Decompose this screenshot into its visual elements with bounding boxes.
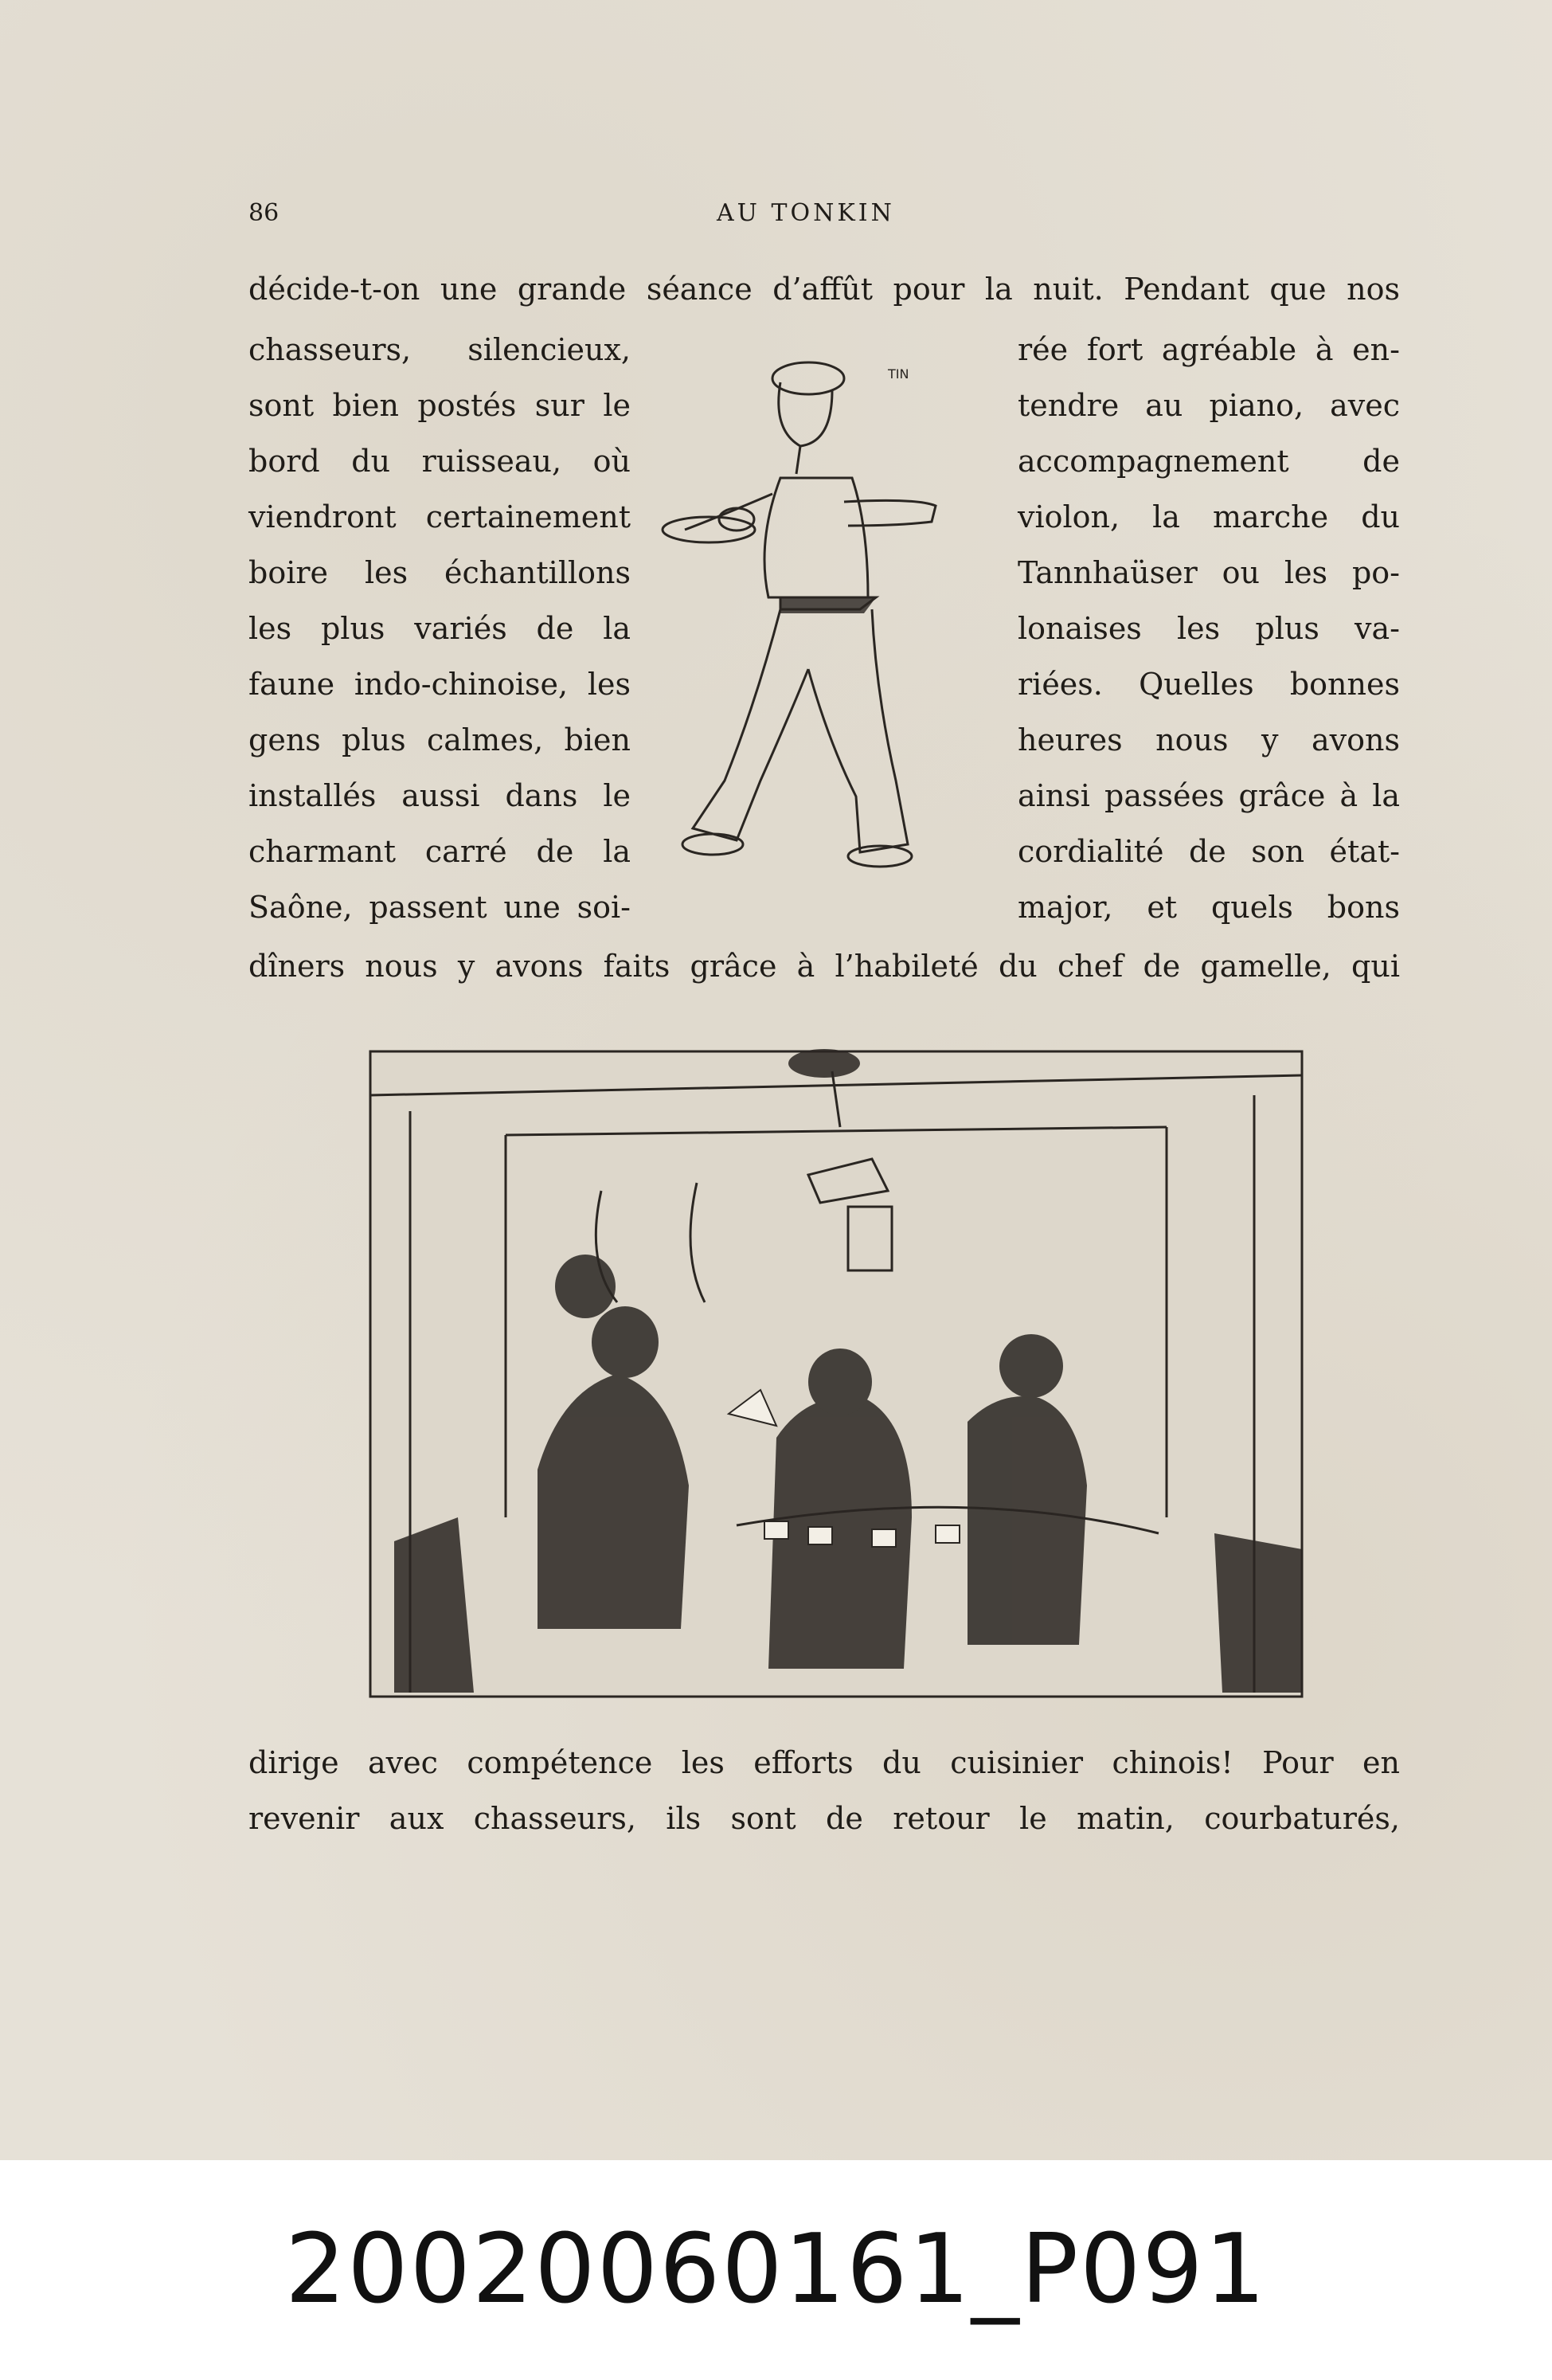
right-column-line: Tannhaüser ou les po-: [1018, 555, 1400, 590]
left-column-line: sont bien postés sur le: [248, 388, 631, 423]
right-column-line: violon, la marche du: [1018, 499, 1400, 534]
right-column-line: major, et quels bons: [1018, 890, 1400, 925]
text-line: décide-t-on une grande séance d’affût pour la nuit. Pendant que nos: [248, 272, 1400, 307]
text-line: revenir aux chasseurs, ils sont de retour le matin, courbaturés,: [248, 1801, 1400, 1836]
left-column-line: charmant carré de la: [248, 834, 631, 869]
left-column-line: chasseurs, silencieux,: [248, 332, 631, 367]
right-column-line: lonaises les plus va-: [1018, 611, 1400, 646]
right-column-line: riées. Quelles bonnes: [1018, 667, 1400, 702]
waiter-illustration: [661, 335, 1011, 924]
text-line: dirige avec compétence les efforts du cuisinier chinois! Pour en: [248, 1745, 1400, 1780]
left-column-line: Saône, passent une soi-: [248, 890, 631, 925]
left-column-line: boire les échantillons: [248, 555, 631, 590]
left-column-line: les plus variés de la: [248, 611, 631, 646]
running-title: AU TONKIN: [717, 199, 895, 227]
left-column-line: faune indo-chinoise, les: [248, 667, 631, 702]
page-number: 86: [248, 199, 280, 227]
right-column-line: heures nous y avons: [1018, 722, 1400, 757]
left-column-line: bord du ruisseau, où: [248, 444, 631, 479]
right-column-line: tendre au piano, avec: [1018, 388, 1400, 423]
scan-identifier: 20020060161_P091: [284, 2214, 1268, 2325]
right-column-line: ainsi passées grâce à la: [1018, 778, 1400, 813]
illustrator-signature: TIN: [888, 366, 909, 382]
right-column-line: cordialité de son état-: [1018, 834, 1400, 869]
card-players-engraving: [362, 1039, 1310, 1709]
text-line: dîners nous y avons faits grâce à l’habileté du chef de gamelle, qui: [248, 949, 1400, 984]
left-column-line: gens plus calmes, bien: [248, 722, 631, 757]
right-column-line: rée fort agréable à en-: [1018, 332, 1400, 367]
left-column-line: viendront certainement: [248, 499, 631, 534]
left-column-line: installés aussi dans le: [248, 778, 631, 813]
right-column-line: accompagnement de: [1018, 444, 1400, 479]
